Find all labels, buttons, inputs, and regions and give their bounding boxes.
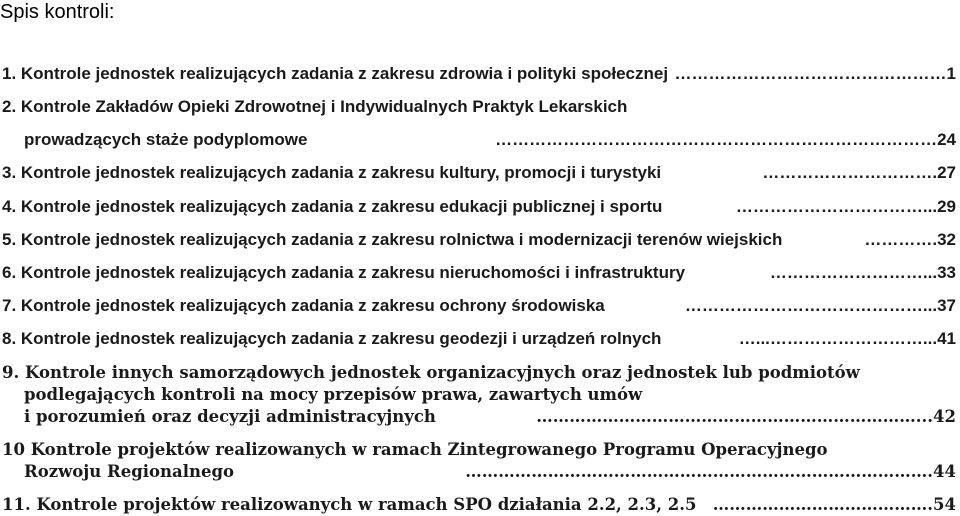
toc-entry-text: 6. Kontrole jednostek realizujących zadania z zakresu nieruchomości i infrastruktury <box>2 263 686 282</box>
toc-page-number: 41 <box>937 329 956 348</box>
toc-entry-text: 3. Kontrole jednostek realizujących zadania z zakresu kultury, promocji i turystyki <box>2 163 662 182</box>
toc-entry-page <box>863 229 956 251</box>
toc-leader: …………. <box>864 230 938 249</box>
toc-entry[interactable] <box>2 229 956 251</box>
toc-page-number: 42 <box>933 407 956 426</box>
toc-entry-page <box>769 262 956 284</box>
toc-entry[interactable] <box>2 439 956 461</box>
toc-leader: ………………………………………… <box>674 64 947 83</box>
toc-entry-text: 1. Kontrole jednostek realizujących zadania z zakresu zdrowia i polityki społecznej <box>2 64 669 83</box>
toc-entry[interactable] <box>2 384 956 406</box>
toc-leader: …...………………………... <box>738 329 938 348</box>
toc-entry-text: 5. Kontrole jednostek realizujących zadania z zakresu rolnictwa i modernizacji terenów wiejskich <box>2 230 783 249</box>
toc-entry[interactable] <box>2 494 956 516</box>
toc-entry[interactable] <box>2 362 956 384</box>
toc-entry-text: 7. Kontrole jednostek realizujących zadania z zakresu ochrony środowiska <box>2 296 605 315</box>
toc-entry-page <box>494 129 956 151</box>
toc-page-number: 44 <box>933 462 956 481</box>
toc-entry-page <box>464 461 956 483</box>
toc-leader: ……………………………………………………………... <box>536 407 934 426</box>
toc-entry[interactable] <box>2 406 956 428</box>
toc-entry[interactable] <box>2 461 956 483</box>
toc-entry-page <box>761 162 956 184</box>
toc-leader: …………………………………………………………………… <box>495 130 938 149</box>
toc-leader: …………………………………………………………………………. <box>465 462 934 481</box>
toc-page-number: 32 <box>937 230 956 249</box>
toc-entry[interactable] <box>2 295 956 317</box>
toc-page-number: 24 <box>937 130 956 149</box>
toc-entry-page <box>535 406 956 428</box>
toc-entry-text: Rozwoju Regionalnego <box>24 462 235 481</box>
toc-leader: …………………………. <box>762 163 938 182</box>
toc-entry-text: 11. Kontrole projektów realizowanych w ramach SPO działania 2.2, 2.3, 2.5 <box>2 495 697 514</box>
toc-entry-page <box>674 63 956 85</box>
toc-entry-page <box>684 295 956 317</box>
toc-leader: ……………………………... <box>735 197 938 216</box>
toc-page-number: 33 <box>937 263 956 282</box>
toc-leader: ……………………………………... <box>684 296 938 315</box>
toc-page-number: 29 <box>937 197 956 216</box>
toc-entry[interactable] <box>2 262 956 284</box>
toc-page-number: 1 <box>946 64 956 83</box>
toc-entry[interactable] <box>2 63 956 85</box>
toc-entry-page <box>735 196 956 218</box>
toc-entry[interactable] <box>2 96 956 118</box>
toc-entry-text: prowadzących staże podyplomowe <box>24 130 308 149</box>
toc-leader: ………………………... <box>769 263 938 282</box>
toc-entry-text: podlegających kontroli na mocy przepisów prawa, zawartych umów <box>24 385 643 404</box>
toc-entry-text: 8. Kontrole jednostek realizujących zadania z zakresu geodezji i urządzeń rolnych <box>2 329 662 348</box>
toc-entry[interactable] <box>2 196 956 218</box>
toc-page-number: 54 <box>933 495 956 514</box>
toc-page-number: 27 <box>937 163 956 182</box>
toc-entry[interactable] <box>2 162 956 184</box>
toc-entry-page <box>712 494 956 516</box>
toc-entry-page <box>738 328 956 350</box>
toc-entry-text: 9. Kontrole innych samorządowych jednostek organizacyjnych oraz jednostek lub podmiotów <box>2 363 860 382</box>
toc-leader: …………………………………. <box>712 495 934 514</box>
toc-entry[interactable] <box>2 328 956 350</box>
toc-entry[interactable] <box>2 129 956 151</box>
toc-entry-text: i porozumień oraz decyzji administracyjnych <box>24 407 436 426</box>
toc-entry-text: 10 Kontrole projektów realizowanych w ramach Zintegrowanego Programu Operacyjnego <box>2 440 828 459</box>
page-title: Spis kontroli: <box>0 1 115 23</box>
toc-entry-text: 4. Kontrole jednostek realizujących zadania z zakresu edukacji publicznej i sportu <box>2 197 663 216</box>
toc-page-number: 37 <box>937 296 956 315</box>
toc-entry-text: 2. Kontrole Zakładów Opieki Zdrowotnej i Indywidualnych Praktyk Lekarskich <box>2 97 628 116</box>
